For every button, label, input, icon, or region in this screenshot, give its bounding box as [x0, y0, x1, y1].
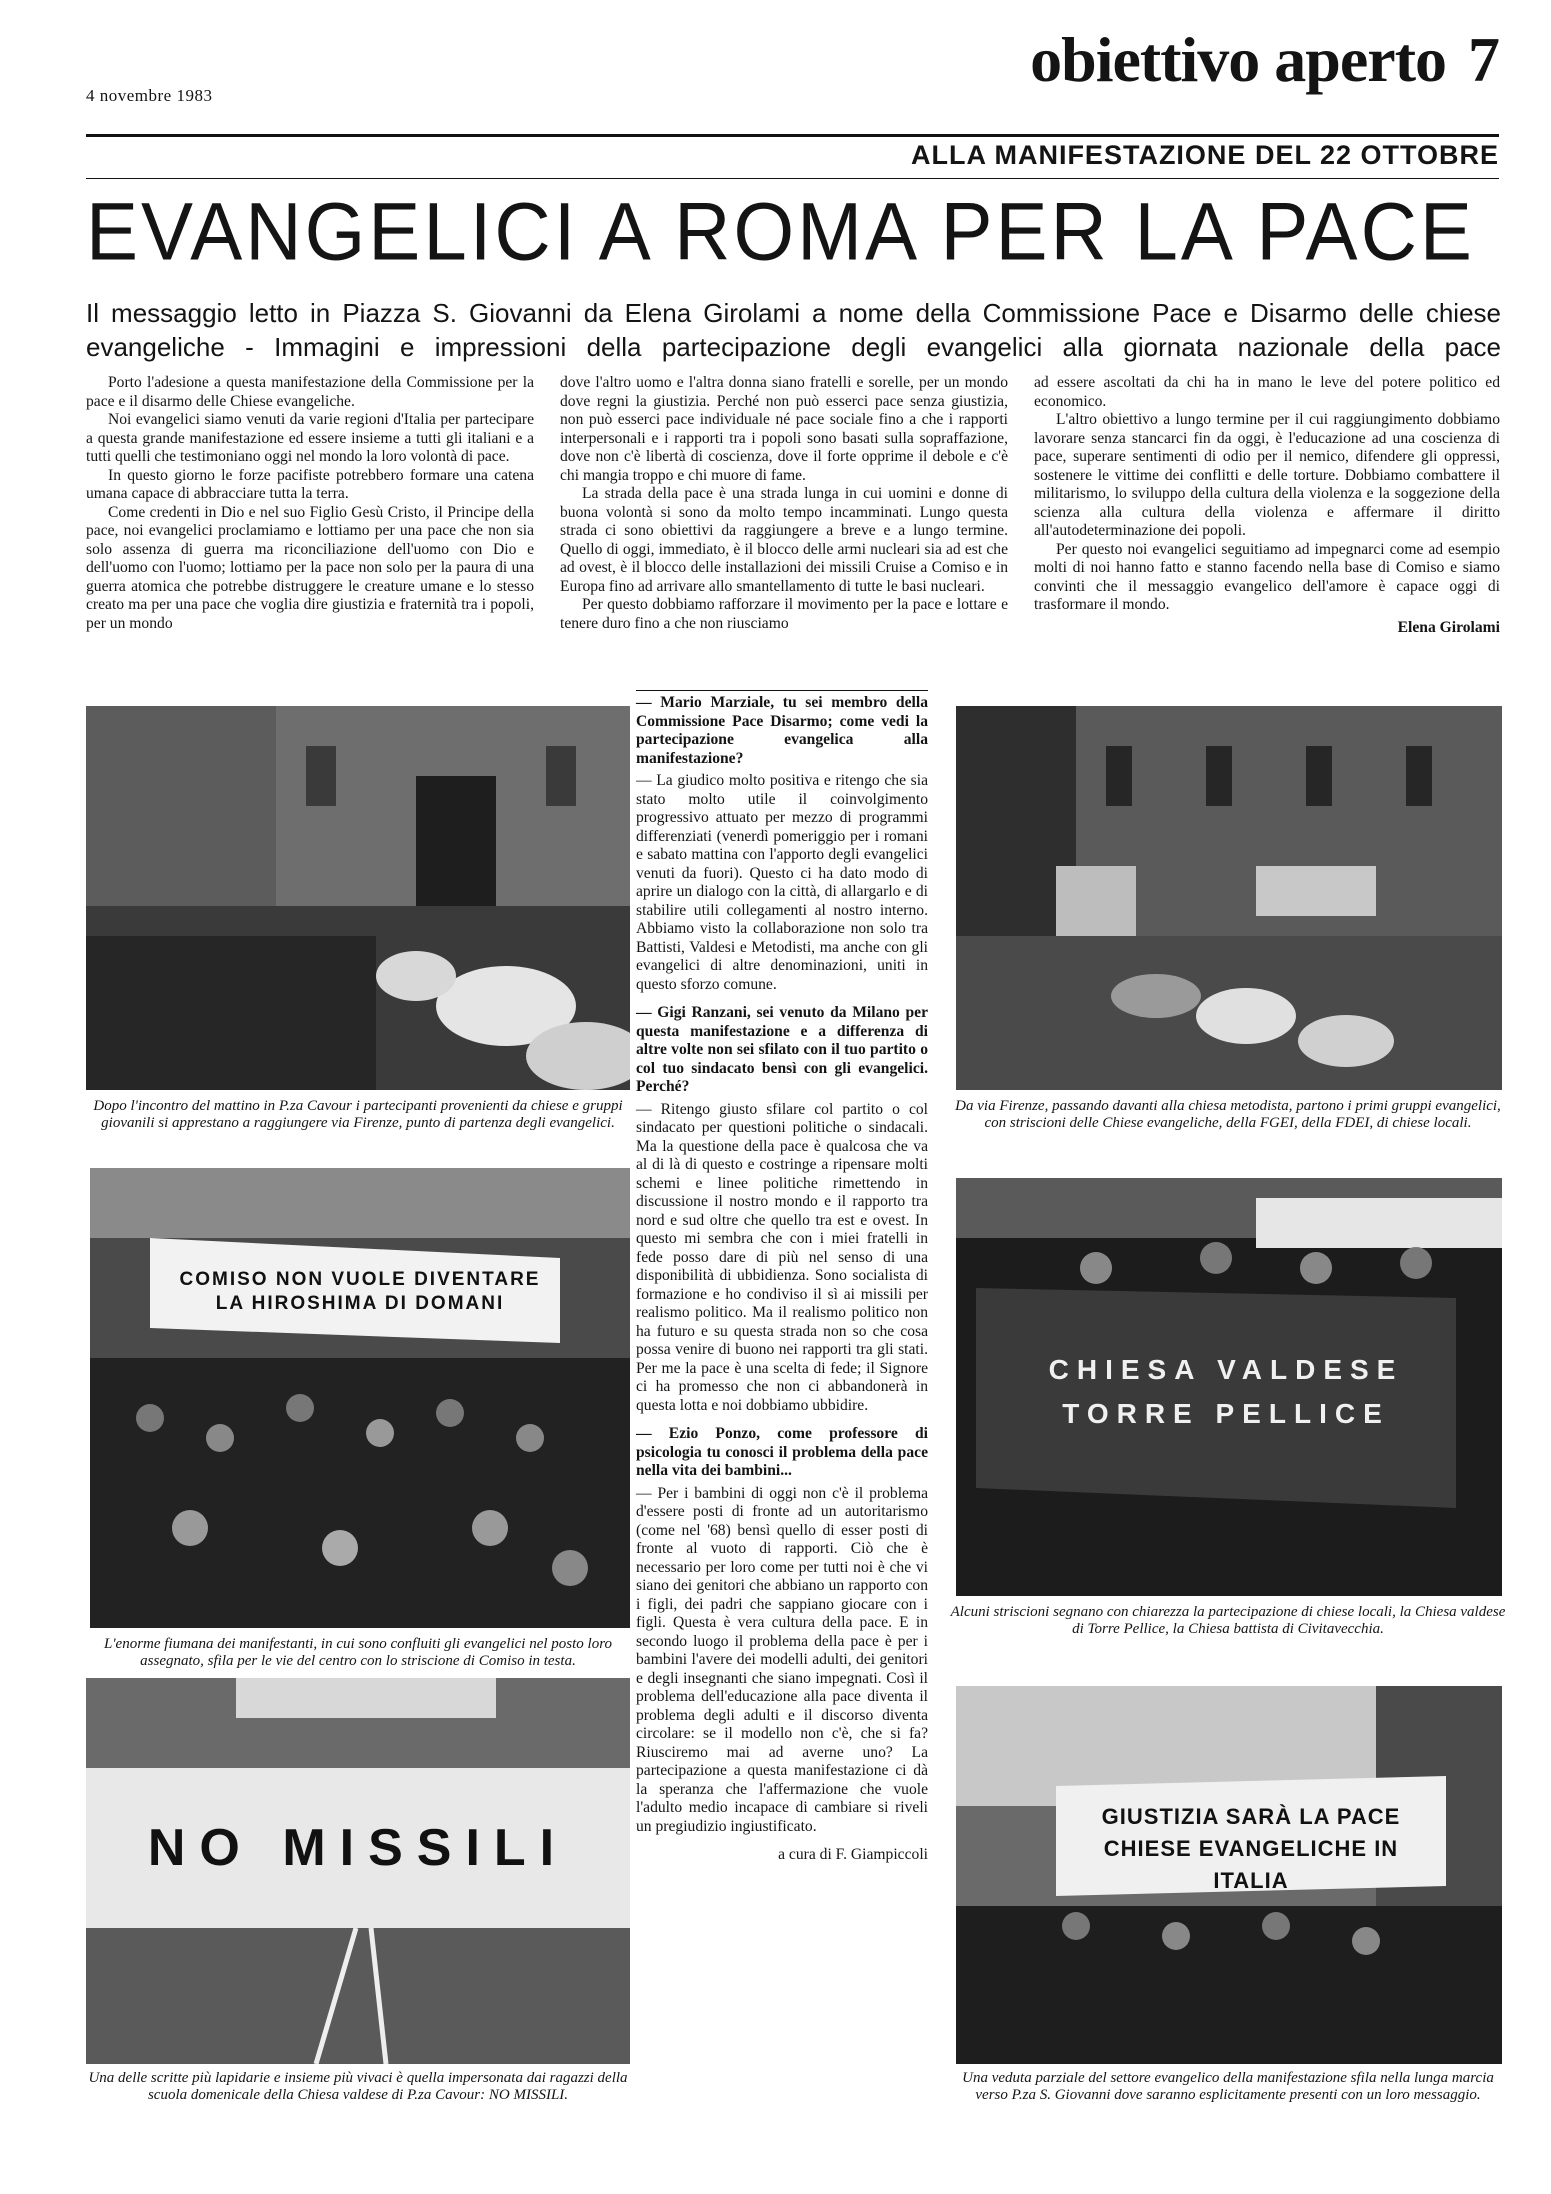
interview-credit: a cura di F. Giampiccoli [778, 1846, 928, 1863]
photo-chiesa-valdese [956, 1178, 1502, 1596]
paragraph: Per questo noi evangelici seguitiamo ad impegnarci come ad esempio molti di noi hanno fatto e stanno facendo nella base di Comiso e siamo convinti che il messaggio evangelico dell'amore è capace oggi di trasformare il mondo. [1034, 540, 1500, 613]
paragraph: L'altro obiettivo a lungo termine per il cui raggiungimento dobbiamo lavorare senza stancarci fin da oggi, è l'educazione ad una coscienza di pace, superare sentimenti di odio per il nemico, difendere gli oppressi, sostenere le vittime dei conflitti e delle torture. Dobbiamo combattere il militarismo, lo sviluppo della cultura della violenza e la soggezione della scienza alla cultura della violenza e affermare il diritto all'autodeterminazione dei popoli. [1034, 411, 1500, 539]
photo-no-missili [86, 1678, 630, 2064]
page-number: 7 [1468, 24, 1499, 95]
interview-column [636, 694, 928, 1865]
issue-date: 4 novembre 1983 [86, 86, 213, 105]
interview-question: — Gigi Ranzani, sei venuto da Milano per questa manifestazione e a differenza di altre volte non sei sfilato con il tuo partito o col tuo sindacato bensì con gli evangelici. Perché? [636, 1004, 928, 1095]
photo-settore-evangelico [956, 1686, 1502, 2064]
paragraph: ad essere ascoltati da chi ha in mano le leve del potere politico ed economico. [1034, 374, 1500, 410]
photo-via-firenze [956, 706, 1502, 1090]
article-column-1 [86, 374, 534, 633]
photo-comiso-banner [90, 1168, 630, 1628]
photo-piazza-cavour [86, 706, 630, 1090]
kicker-rule [86, 178, 1499, 179]
photo-image [90, 1168, 630, 1628]
paragraph: dove l'altro uomo e l'altra donna siano fratelli e sorelle, per un mondo dove regni la giustizia. Perché non può esserci pace senza giustizia, non può esserci pace individuale né pace sociale fino a che i rapporti interpersonali e i rapporti tra i popoli sono basati sulla sopraffazione, dove non c'è libertà di coscienza, dove il forte opprime il debole e c'è chi mangia troppo e chi muore di fame. [560, 374, 1008, 484]
paragraph: Noi evangelici siamo venuti da varie regioni d'Italia per partecipare a questa grande manifestazione ed essere insieme a tutti gli italiani e a tutti quelli che testimoniano oggi nel mondo la loro volontà di pace. [86, 411, 534, 465]
interview-question: — Mario Marziale, tu sei membro della Commissione Pace Disarmo; come vedi la partecipazione evangelica alla manifestazione? [636, 694, 928, 767]
interview-question: — Ezio Ponzo, come professore di psicologia tu conosci il problema della pace nella vita dei bambini... [636, 1425, 928, 1479]
paragraph: Porto l'adesione a questa manifestazione della Commissione per la pace e il disarmo delle Chiese evangeliche. [86, 374, 534, 410]
section-title: obiettivo aperto [1030, 24, 1446, 95]
photo-caption: Alcuni striscioni segnano con chiarezza la partecipazione di chiese locali, la Chiesa valdese di Torre Pellice, la Chiesa battista di Civitavecchia. [950, 1604, 1506, 1637]
photo-caption: Da via Firenze, passando davanti alla chiesa metodista, partono i primi gruppi evangelici, con striscioni delle Chiese evangeliche, della FGEI, della FDEI, di chiese locali. [955, 1098, 1501, 1131]
interview-answer: — Ritengo giusto sfilare col partito o col sindacato per questioni politiche o sindacali. Ma la questione della pace è qualcosa che va al di là di questo e costringe a ripensare molti schemi e linee politiche rimettendo in discussione il nostro mondo e il rapporto tra nord e sud oltre che quello tra est e ovest. In questo mi sembra che con i miei fratelli in fede posso dare di più nel senso di una disponibilità di ubbidienza. Sono socialista di formazione e ho condiviso il sì ai missili per realismo politico. Ma il realismo politico non ha futuro e su questa strada non so che cosa possa venire di buono nei rapporti tra gli stati. Per me la pace è una scelta di fede; il Signore ci ha promesso che non ci abbandonerà in questa lotta e noi dobbiamo ubbidire. [636, 1100, 928, 1414]
photo-caption: Una veduta parziale del settore evangelico della manifestazione sfila nella lunga marcia verso P.za S. Giovanni dove saranno esplicitamente presenti con un loro messaggio. [962, 2070, 1494, 2103]
photo-image [86, 706, 630, 1090]
banner-text: GIUSTIZIA SARÀ LA PACE CHIESE EVANGELICHE IN ITALIA [1101, 1804, 1401, 1893]
photo-caption: Una delle scritte più lapidarie e insieme più vivaci è quella impersonata dai ragazzi della scuola domenicale della Chiesa valdese di P.za Cavour: NO MISSILI. [88, 2070, 628, 2103]
header-rule [86, 134, 1499, 137]
banner-text: CHIESA VALDESE TORRE PELLICE [1048, 1354, 1404, 1429]
banner-text: NO MISSILI [147, 1819, 569, 1877]
paragraph: Per questo dobbiamo rafforzare il movimento per la pace e lottare e tenere duro fino a che non riusciamo [560, 596, 1008, 632]
paragraph: La strada della pace è una strada lunga in cui uomini e donne di buona volontà si sono da molto tempo incamminati. Lungo questa strada ci sono obiettivi da raggiungere a breve e a lungo termine. Quello di oggi, immediato, è il blocco delle armi nucleari sia ad est che ad ovest, è il blocco delle installazioni dei missili Cruise a Comiso e in Europa fino ad arrivare allo smantellamento di tutte le basi nucleari. [560, 485, 1008, 595]
photo-caption: L'enorme fiumana dei manifestanti, in cui sono confluiti gli evangelici nel posto loro assegnato, sfila per le vie del centro con lo striscione di Comiso in testa. [103, 1636, 612, 1669]
interview-answer: — La giudico molto positiva e ritengo che sia stato molto utile il coinvolgimento progressivo attuato per mezzo di programmi differenziati (venerdì pomeriggio per i romani e sabato mattina con l'apporto degli evangelici venuti da fuori). Questo ci ha dato modo di aprire un dialogo con la città, di allargarlo e di stabilire utili collegamenti al nostro interno. Abbiamo visto la collaborazione non solo tra Battisti, Valdesi e Metodisti, ma anche con gli evangelici di altre denominazioni, uniti in questo sforzo comune. [636, 772, 928, 993]
paragraph: In questo giorno le forze pacifiste potrebbero formare una catena umana capace di abbracciare tutta la terra. [86, 466, 534, 502]
interview-answer: — Per i bambini di oggi non c'è il problema d'essere posti di fronte ad un autoritarismo (come nel '68) bensì quello di esser posti di fronte al vuoto di rapporti. Ciò che è necessario per loro come per tutti noi è che vi siano dei genitori che abbiano un rapporto con i figli, dei padri che sappiano giocare con i figli. Questa è vera cultura della pace. E in secondo luogo il problema della pace è per i bambini l'avere dei modelli adulti, dei genitori e degli insegnanti che siano impegnati. Così il problema dell'educazione alla pace diventa il problema degli adulti e il discorso diventa circolare: se il modello non c'è, che si fa? Riusciremo mai ad averne uno? La partecipazione a questa manifestazione ci dà la speranza che l'affermazione che vuole l'adulto medio incapace di cambiare si riveli un pregiudizio ingiustificato. [636, 1484, 928, 1835]
interview-rule [636, 690, 928, 691]
banner-text: COMISO NON VUOLE DIVENTARE LA HIROSHIMA DI DOMANI [179, 1269, 541, 1314]
article-column-2 [560, 374, 1008, 633]
article-deck: Il messaggio letto in Piazza S. Giovanni da Elena Girolami a nome della Commissione Pace e Disarmo delle chiese evangeliche - Immagini e impressioni della partecipazione degli evangelici alla giornata nazionale della pace [86, 298, 1501, 362]
article-signature: Elena Girolami [1397, 618, 1500, 636]
photo-image [956, 706, 1502, 1090]
photo-caption: Dopo l'incontro del mattino in P.za Cavour i partecipanti provenienti da chiese e gruppi giovanili si apprestano a raggiungere via Firenze, punto di partenza degli evangelici. [93, 1098, 623, 1131]
section-masthead [1030, 24, 1499, 95]
paragraph: Come credenti in Dio e nel suo Figlio Gesù Cristo, il Principe della pace, noi evangelici proclamiamo e lottiamo per una pace che non sia solo assenza di guerra ma riconciliazione dell'uomo con Dio e dell'uomo con l'uomo; lottiamo per la pace non solo per la paura di una guerra atomica che potrebbe distruggere le creature umane e lo stesso creato ma per una pace che voglia dire giustizia e fraternità tra i popoli, per un mondo [86, 503, 534, 632]
article-column-3 [1034, 374, 1500, 637]
article-headline: EVANGELICI A ROMA PER LA PACE [86, 184, 1475, 278]
article-kicker: ALLA MANIFESTAZIONE DEL 22 OTTOBRE [910, 140, 1499, 170]
